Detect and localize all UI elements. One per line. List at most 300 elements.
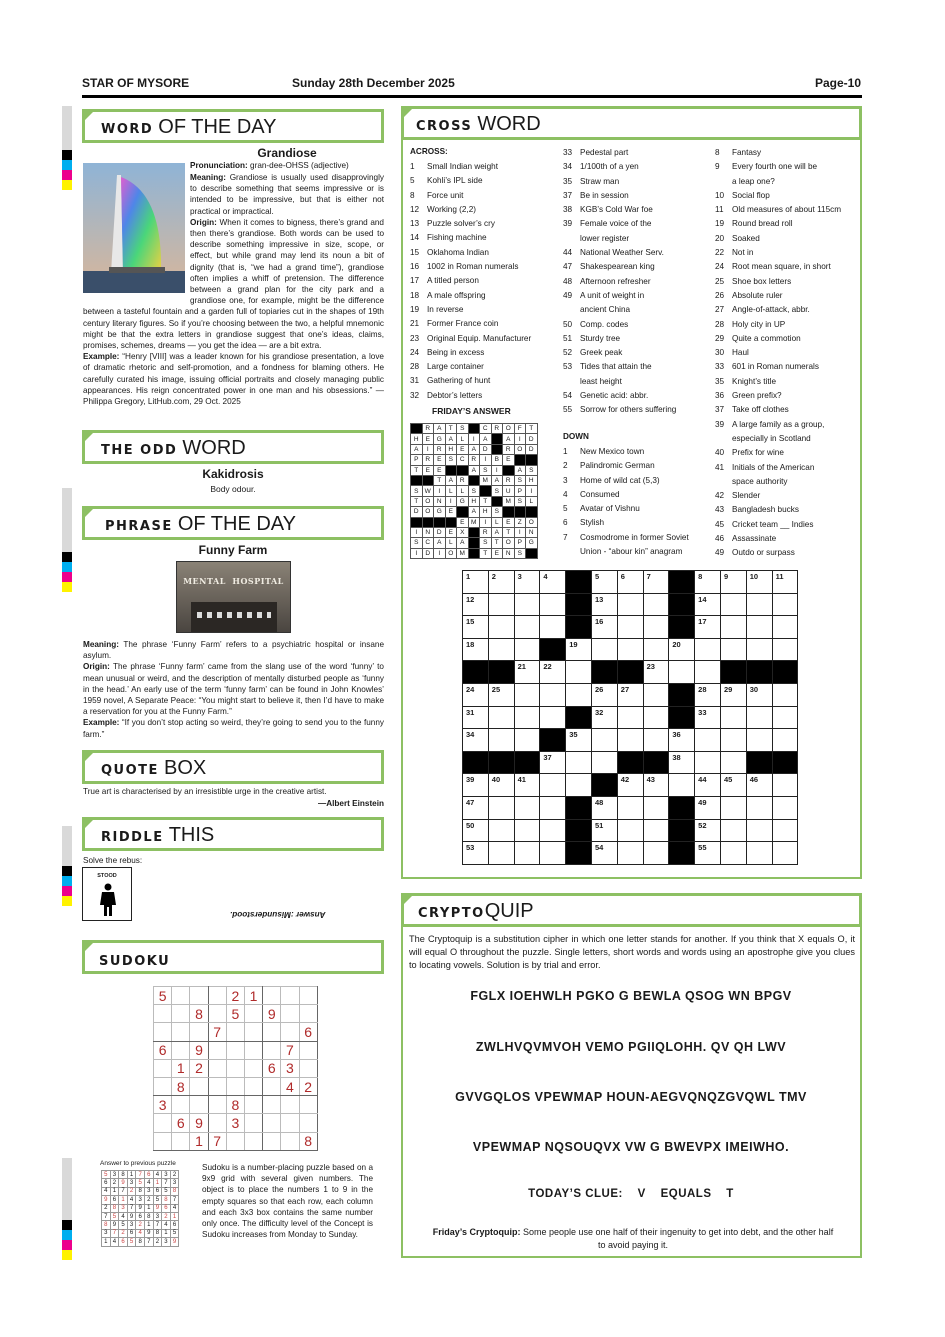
sudoku-cell[interactable] — [208, 1077, 226, 1095]
sudoku-cell[interactable]: 9 — [190, 1114, 208, 1132]
prev-sudoku-cell: 6 — [136, 1212, 145, 1220]
crossword-cell[interactable]: 1 — [463, 571, 489, 594]
crossword-cell[interactable] — [488, 796, 514, 819]
crossword-cell[interactable]: 18 — [463, 638, 489, 661]
crossword-cell[interactable] — [695, 638, 721, 661]
crossword-cell[interactable] — [540, 842, 566, 865]
clue-item — [410, 317, 560, 331]
crossword-cell[interactable] — [566, 819, 592, 842]
crossword-cell[interactable]: 5 — [591, 571, 617, 594]
crossword-cell[interactable]: 16 — [591, 616, 617, 639]
sudoku-cell[interactable] — [190, 1077, 208, 1095]
sudoku-cell[interactable] — [299, 1096, 317, 1114]
crossword-cell[interactable] — [772, 774, 798, 797]
sudoku-cell[interactable] — [190, 987, 208, 1005]
sudoku-cell[interactable] — [208, 1005, 226, 1023]
crossword-cell[interactable] — [617, 638, 643, 661]
crossword-cell[interactable]: 29 — [720, 683, 746, 706]
sudoku-cell[interactable] — [263, 1114, 281, 1132]
clue-number: 28 — [410, 362, 420, 372]
answer-cell: R — [491, 424, 503, 434]
crossword-cell[interactable]: 9 — [720, 571, 746, 594]
sudoku-cell[interactable]: 5 — [226, 1005, 244, 1023]
label: Origin: — [190, 217, 217, 227]
sudoku-cell[interactable] — [208, 987, 226, 1005]
sudoku-cell[interactable] — [263, 1023, 281, 1041]
crossword-cell[interactable] — [488, 638, 514, 661]
answer-cell: L — [457, 486, 469, 496]
crossword-cell[interactable]: 48 — [591, 796, 617, 819]
crossword-cell[interactable] — [695, 661, 721, 684]
crossword-cell[interactable]: 21 — [514, 661, 540, 684]
clue-text: 1002 in Roman numerals — [427, 262, 519, 272]
crossword-cell[interactable]: 28 — [695, 683, 721, 706]
sudoku-cell[interactable] — [208, 1114, 226, 1132]
sudoku-cell[interactable]: 2 — [226, 987, 244, 1005]
sudoku-cell[interactable] — [154, 1114, 172, 1132]
crossword-cell[interactable] — [643, 616, 669, 639]
crossword-cell[interactable]: 34 — [463, 729, 489, 752]
crossword-cell[interactable]: 50 — [463, 819, 489, 842]
crossword-cell[interactable] — [669, 571, 695, 594]
crossword-cell[interactable]: 39 — [463, 774, 489, 797]
crossword-cell[interactable] — [643, 842, 669, 865]
crossword-cell[interactable] — [617, 593, 643, 616]
clue-number: 38 — [563, 205, 573, 215]
sudoku-cell[interactable]: 3 — [281, 1059, 299, 1077]
sudoku-cell[interactable]: 6 — [263, 1059, 281, 1077]
crossword-cell[interactable] — [746, 706, 772, 729]
crossword-cell[interactable]: 47 — [463, 796, 489, 819]
crossword-cell[interactable]: 52 — [695, 819, 721, 842]
sudoku-cell[interactable]: 6 — [154, 1041, 172, 1059]
answer-cell: T — [503, 527, 515, 537]
crossword-cell[interactable] — [617, 796, 643, 819]
sudoku-cell[interactable] — [263, 1096, 281, 1114]
crossword-cell[interactable] — [566, 571, 592, 594]
crossword-cell[interactable] — [720, 616, 746, 639]
crossword-cell[interactable] — [488, 661, 514, 684]
crossword-cell[interactable]: 38 — [669, 751, 695, 774]
crossword-cell[interactable] — [669, 706, 695, 729]
crossword-cell[interactable] — [566, 683, 592, 706]
crossword-cell[interactable] — [643, 751, 669, 774]
sudoku-cell[interactable] — [208, 1041, 226, 1059]
crossword-cell[interactable] — [488, 729, 514, 752]
cryptoquip-intro: The Cryptoquip is a substitution cipher in which one letter stands for another. If you think that X equals O, it will equal O throughout the puzzle. Single letters, short words and words using an apostrophe give you clues to locating vowels. Solution is by trial and error. — [409, 934, 855, 970]
sudoku-cell[interactable] — [226, 1041, 244, 1059]
crossword-cell[interactable] — [746, 616, 772, 639]
sudoku-cell[interactable]: 7 — [208, 1132, 226, 1150]
crossword-cell[interactable] — [514, 616, 540, 639]
sudoku-cell[interactable]: 1 — [244, 987, 262, 1005]
crossword-cell[interactable]: 45 — [720, 774, 746, 797]
crossword-cell[interactable] — [720, 593, 746, 616]
sudoku-cell[interactable] — [154, 1023, 172, 1041]
crossword-cell[interactable] — [488, 751, 514, 774]
crossword-cell[interactable] — [566, 616, 592, 639]
crossword-cell[interactable] — [566, 593, 592, 616]
crossword-cell[interactable] — [488, 819, 514, 842]
sudoku-cell[interactable]: 1 — [190, 1132, 208, 1150]
crossword-cell[interactable] — [720, 729, 746, 752]
crossword-cell[interactable]: 13 — [591, 593, 617, 616]
crossword-cell[interactable] — [514, 842, 540, 865]
crossword-cell[interactable] — [746, 751, 772, 774]
crossword-cell[interactable]: 4 — [540, 571, 566, 594]
standing-person-icon — [98, 883, 118, 917]
crossword-cell[interactable] — [669, 593, 695, 616]
crossword-cell[interactable] — [669, 683, 695, 706]
clue-item — [563, 289, 711, 303]
sudoku-cell[interactable] — [226, 1059, 244, 1077]
sudoku-cell[interactable] — [190, 1023, 208, 1041]
crossword-cell[interactable] — [720, 751, 746, 774]
crossword-cell[interactable]: 10 — [746, 571, 772, 594]
crossword-cell[interactable] — [772, 638, 798, 661]
clue-text: Small Indian weight — [427, 162, 498, 171]
crossword-cell[interactable]: 22 — [540, 661, 566, 684]
crossword-cell[interactable] — [566, 661, 592, 684]
crossword-cell[interactable] — [566, 751, 592, 774]
crossword-cell[interactable] — [488, 593, 514, 616]
crossword-cell[interactable] — [617, 729, 643, 752]
crossword-cell[interactable] — [746, 661, 772, 684]
crossword-cell[interactable] — [540, 706, 566, 729]
answer-cell — [434, 517, 446, 527]
crossword-cell[interactable]: 42 — [617, 774, 643, 797]
sudoku-cell[interactable]: 3 — [154, 1096, 172, 1114]
answer-cell: A — [434, 538, 446, 548]
sudoku-cell[interactable]: 6 — [172, 1114, 190, 1132]
crossword-cell[interactable] — [566, 706, 592, 729]
sudoku-cell[interactable] — [154, 1059, 172, 1077]
crossword-cell[interactable] — [514, 819, 540, 842]
crossword-cell[interactable] — [772, 616, 798, 639]
answer-cell: I — [468, 434, 480, 444]
prev-sudoku-cell: 5 — [127, 1238, 136, 1246]
crossword-cell[interactable] — [695, 751, 721, 774]
crossword-cell[interactable]: 40 — [488, 774, 514, 797]
fridays-cryptoquip-text: Some people use one half of their ingenuity to get into debt, and the other half to avoid paying it. — [520, 1227, 834, 1250]
crossword-cell[interactable] — [746, 729, 772, 752]
prev-sudoku-cell: 9 — [102, 1196, 111, 1204]
crossword-cell[interactable]: 33 — [695, 706, 721, 729]
answer-cell: I — [434, 486, 446, 496]
sudoku-cell[interactable]: 2 — [299, 1077, 317, 1095]
crossword-cell[interactable] — [772, 661, 798, 684]
sudoku-cell[interactable] — [226, 1023, 244, 1041]
crossword-cell[interactable] — [746, 638, 772, 661]
crossword-cell[interactable]: 2 — [488, 571, 514, 594]
clue-item — [715, 503, 855, 517]
crossword-cell[interactable] — [669, 616, 695, 639]
crossword-cell[interactable] — [720, 842, 746, 865]
crossword-cell[interactable] — [746, 842, 772, 865]
crossword-cell[interactable] — [591, 751, 617, 774]
sudoku-cell[interactable] — [281, 1114, 299, 1132]
sudoku-cell[interactable]: 2 — [190, 1059, 208, 1077]
crossword-cell[interactable]: 32 — [591, 706, 617, 729]
sudoku-cell[interactable] — [281, 1023, 299, 1041]
crossword-cell[interactable]: 53 — [463, 842, 489, 865]
riddle-heading — [82, 817, 384, 851]
sudoku-cell[interactable] — [281, 1005, 299, 1023]
sudoku-cell[interactable]: 8 — [226, 1096, 244, 1114]
sudoku-cell[interactable] — [299, 987, 317, 1005]
crossword-cell[interactable] — [643, 706, 669, 729]
clue-text: Absolute ruler — [732, 290, 783, 300]
crossword-cell[interactable]: 24 — [463, 683, 489, 706]
answer-cell: I — [480, 455, 492, 465]
sudoku-cell[interactable] — [299, 1059, 317, 1077]
sudoku-cell[interactable] — [154, 1005, 172, 1023]
crossword-cell[interactable] — [514, 683, 540, 706]
sudoku-cell[interactable] — [263, 1077, 281, 1095]
answer-cell: E — [457, 444, 469, 454]
crossword-cell[interactable] — [617, 616, 643, 639]
crossword-cell[interactable] — [772, 683, 798, 706]
answer-cell: S — [514, 548, 526, 558]
sudoku-cell[interactable] — [244, 1005, 262, 1023]
crossword-cell[interactable] — [540, 796, 566, 819]
prev-sudoku-cell: 2 — [110, 1179, 119, 1187]
sudoku-cell[interactable] — [154, 1132, 172, 1150]
crossword-cell[interactable]: 37 — [540, 751, 566, 774]
answer-cell: E — [434, 465, 446, 475]
sudoku-cell[interactable] — [244, 1114, 262, 1132]
crossword-cell[interactable]: 11 — [772, 571, 798, 594]
crossword-cell[interactable] — [669, 774, 695, 797]
crossword-cell[interactable] — [720, 796, 746, 819]
crossword-cell[interactable] — [488, 842, 514, 865]
sudoku-cell[interactable] — [172, 1096, 190, 1114]
sudoku-cell[interactable] — [190, 1096, 208, 1114]
crossword-cell[interactable] — [643, 819, 669, 842]
prev-sudoku-cell: 8 — [162, 1196, 171, 1204]
crossword-cell[interactable] — [540, 774, 566, 797]
crossword-cell[interactable]: 17 — [695, 616, 721, 639]
answer-cell — [445, 465, 457, 475]
crossword-cell[interactable] — [591, 638, 617, 661]
crossword-cell[interactable] — [643, 593, 669, 616]
clue-item — [715, 475, 855, 489]
clue-text: lower register — [580, 233, 630, 243]
crossword-cell[interactable] — [772, 842, 798, 865]
sudoku-cell[interactable] — [154, 1077, 172, 1095]
crossword-cell[interactable]: 20 — [669, 638, 695, 661]
crossword-cell[interactable] — [746, 593, 772, 616]
sudoku-cell[interactable] — [244, 1023, 262, 1041]
prev-sudoku-cell: 8 — [119, 1171, 128, 1179]
clue-number: 27 — [715, 305, 725, 315]
crossword-cell[interactable] — [488, 616, 514, 639]
sudoku-cell[interactable] — [226, 1132, 244, 1150]
crossword-cell[interactable]: 8 — [695, 571, 721, 594]
crossword-cell[interactable]: 51 — [591, 819, 617, 842]
crossword-cell[interactable]: 23 — [643, 661, 669, 684]
crossword-cell[interactable]: 31 — [463, 706, 489, 729]
crossword-cell[interactable] — [617, 751, 643, 774]
crossword-cell[interactable] — [617, 661, 643, 684]
crossword-cell[interactable] — [540, 593, 566, 616]
crossword-cell[interactable] — [540, 638, 566, 661]
crossword-cell[interactable] — [720, 661, 746, 684]
crossword-cell[interactable] — [514, 796, 540, 819]
prev-sudoku-cell: 8 — [136, 1187, 145, 1195]
crossword-cell[interactable] — [540, 683, 566, 706]
sudoku-cell[interactable] — [281, 987, 299, 1005]
crossword-cell[interactable]: 26 — [591, 683, 617, 706]
sudoku-cell[interactable] — [244, 1041, 262, 1059]
crossword-cell[interactable] — [772, 706, 798, 729]
crossword-cell[interactable] — [772, 819, 798, 842]
sudoku-cell[interactable]: 1 — [172, 1059, 190, 1077]
crossword-cell[interactable]: 3 — [514, 571, 540, 594]
crossword-cell[interactable]: 12 — [463, 593, 489, 616]
crossword-cell[interactable] — [720, 706, 746, 729]
crossword-cell[interactable] — [463, 751, 489, 774]
clue-number: 8 — [715, 148, 720, 157]
sudoku-cell[interactable]: 7 — [281, 1041, 299, 1059]
sudoku-cell[interactable]: 8 — [172, 1077, 190, 1095]
crossword-cell[interactable]: 6 — [617, 571, 643, 594]
crossword-cell[interactable] — [772, 729, 798, 752]
sudoku-cell[interactable] — [281, 1132, 299, 1150]
prev-sudoku-cell: 3 — [136, 1196, 145, 1204]
crossword-cell[interactable] — [669, 842, 695, 865]
crossword-cell[interactable] — [643, 796, 669, 819]
crossword-cell[interactable] — [463, 661, 489, 684]
sudoku-cell[interactable]: 3 — [226, 1114, 244, 1132]
crossword-cell[interactable] — [540, 819, 566, 842]
crossword-cell[interactable] — [514, 638, 540, 661]
crossword-cell[interactable] — [617, 842, 643, 865]
crossword-cell[interactable] — [591, 774, 617, 797]
clue-text: especially in Scotland — [732, 433, 811, 443]
crossword-cell[interactable]: 36 — [669, 729, 695, 752]
sudoku-cell[interactable]: 7 — [208, 1023, 226, 1041]
sudoku-cell[interactable] — [263, 987, 281, 1005]
sudoku-cell[interactable] — [244, 1077, 262, 1095]
sudoku-cell[interactable] — [172, 1041, 190, 1059]
crossword-cell[interactable]: 41 — [514, 774, 540, 797]
sudoku-cell[interactable] — [172, 1023, 190, 1041]
crossword-cell[interactable] — [540, 729, 566, 752]
crossword-cell[interactable] — [772, 796, 798, 819]
crossword-cell[interactable] — [566, 796, 592, 819]
crossword-cell[interactable] — [695, 729, 721, 752]
sudoku-cell[interactable] — [299, 1005, 317, 1023]
clue-item — [410, 189, 560, 203]
sudoku-cell[interactable] — [299, 1114, 317, 1132]
crossword-cell[interactable]: 7 — [643, 571, 669, 594]
crossword-cell[interactable] — [514, 706, 540, 729]
crossword-cell[interactable] — [488, 706, 514, 729]
sudoku-cell[interactable] — [263, 1041, 281, 1059]
crossword-cell[interactable] — [514, 751, 540, 774]
crossword-cell[interactable]: 46 — [746, 774, 772, 797]
crossword-cell[interactable] — [669, 661, 695, 684]
crossword-cell[interactable]: 44 — [695, 774, 721, 797]
sudoku-cell[interactable]: 8 — [190, 1005, 208, 1023]
crossword-cell[interactable]: 14 — [695, 593, 721, 616]
clue-text: Shakespearean king — [580, 262, 655, 272]
previous-sudoku-grid — [101, 1170, 179, 1247]
sudoku-cell[interactable] — [244, 1096, 262, 1114]
corner-triangle — [82, 430, 96, 444]
crossword-cell[interactable] — [591, 729, 617, 752]
sudoku-cell[interactable] — [299, 1041, 317, 1059]
crossword-cell[interactable]: 30 — [746, 683, 772, 706]
crossword-cell[interactable]: 49 — [695, 796, 721, 819]
sudoku-cell[interactable] — [281, 1096, 299, 1114]
crossword-cell[interactable] — [669, 796, 695, 819]
sudoku-cell[interactable]: 5 — [154, 987, 172, 1005]
clue-number: 41 — [715, 462, 725, 472]
crossword-cell[interactable]: 54 — [591, 842, 617, 865]
sudoku-cell[interactable] — [263, 1132, 281, 1150]
crossword-cell[interactable] — [643, 729, 669, 752]
sudoku-cell[interactable] — [244, 1132, 262, 1150]
crossword-cell[interactable]: 15 — [463, 616, 489, 639]
crossword-cell[interactable] — [669, 819, 695, 842]
crossword-cell[interactable]: 43 — [643, 774, 669, 797]
crossword-cell[interactable] — [720, 819, 746, 842]
crossword-cell[interactable] — [746, 796, 772, 819]
sudoku-cell[interactable] — [172, 987, 190, 1005]
crossword-cell[interactable] — [746, 819, 772, 842]
sudoku-cell[interactable]: 8 — [299, 1132, 317, 1150]
clue-number: 22 — [715, 248, 725, 258]
crossword-cell[interactable] — [514, 729, 540, 752]
sudoku-cell[interactable] — [172, 1005, 190, 1023]
crossword-cell[interactable] — [566, 842, 592, 865]
sudoku-cell[interactable] — [208, 1059, 226, 1077]
sudoku-cell[interactable]: 4 — [281, 1077, 299, 1095]
crossword-cell[interactable] — [617, 819, 643, 842]
prev-sudoku-cell: 9 — [136, 1204, 145, 1212]
clue-item — [563, 160, 711, 174]
clue-item — [563, 260, 711, 274]
sudoku-cell[interactable] — [244, 1059, 262, 1077]
crossword-cell[interactable] — [591, 661, 617, 684]
crossword-cell[interactable] — [540, 616, 566, 639]
crossword-cell[interactable] — [643, 638, 669, 661]
answer-cell: A — [411, 444, 423, 454]
crossword-cell[interactable]: 27 — [617, 683, 643, 706]
crossword-cell[interactable] — [617, 706, 643, 729]
crossword-cell[interactable] — [772, 751, 798, 774]
sudoku-cell[interactable]: 6 — [299, 1023, 317, 1041]
crossword-cell[interactable]: 35 — [566, 729, 592, 752]
crossword-cell[interactable] — [772, 593, 798, 616]
sudoku-cell[interactable] — [208, 1096, 226, 1114]
sudoku-cell[interactable] — [172, 1132, 190, 1150]
crossword-cell[interactable] — [514, 593, 540, 616]
crossword-cell[interactable]: 55 — [695, 842, 721, 865]
crossword-cell[interactable]: 19 — [566, 638, 592, 661]
crossword-cell[interactable] — [720, 638, 746, 661]
sudoku-cell[interactable]: 9 — [190, 1041, 208, 1059]
crossword-cell[interactable] — [566, 774, 592, 797]
cryptoquip-line: VPEWMAP NQSOUQVX VW G BWEVPX IMEIWHO. — [472, 1140, 790, 1154]
sudoku-cell[interactable] — [226, 1077, 244, 1095]
prev-sudoku-cell: 9 — [170, 1238, 179, 1246]
sudoku-cell[interactable]: 9 — [263, 1005, 281, 1023]
crossword-cell[interactable]: 25 — [488, 683, 514, 706]
crossword-cell[interactable] — [643, 683, 669, 706]
